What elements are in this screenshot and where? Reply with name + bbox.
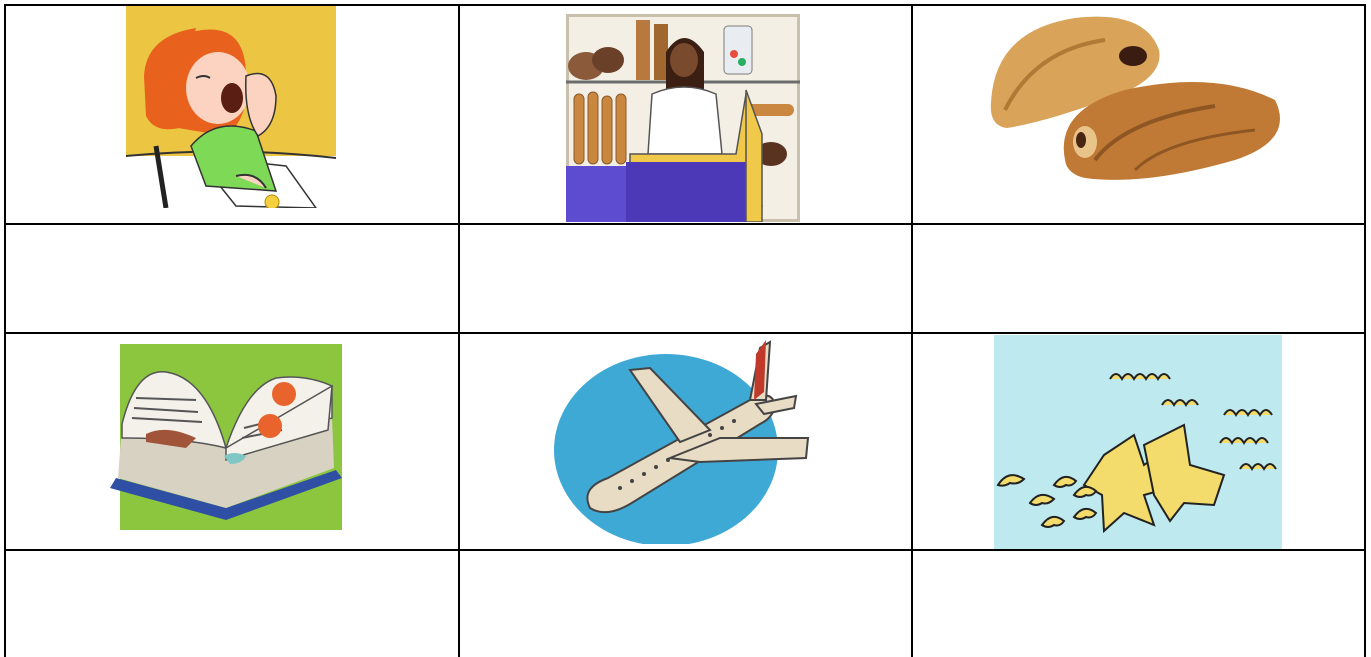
pasta-illustration	[994, 335, 1282, 549]
table-row-divider-3	[4, 549, 1366, 551]
pain-au-chocolat-photo	[985, 10, 1291, 182]
table-border-left	[4, 4, 6, 657]
open-book-illustration	[106, 338, 344, 530]
book-icon	[106, 338, 344, 530]
yawning-girl-icon	[126, 6, 336, 208]
bakery-icon	[566, 14, 800, 222]
pasta-icon	[994, 335, 1282, 549]
table-row-divider-2	[4, 332, 1366, 334]
table-column-divider-1	[458, 4, 460, 657]
yawning-girl-illustration	[126, 6, 336, 208]
airplane-icon	[550, 338, 812, 544]
bakery-shop-illustration	[566, 14, 800, 222]
pastry-icon	[985, 10, 1291, 182]
table-border-right	[1364, 4, 1366, 657]
airplane-illustration	[550, 338, 812, 544]
table-row-divider-1	[4, 223, 1366, 225]
table-column-divider-2	[911, 4, 913, 657]
